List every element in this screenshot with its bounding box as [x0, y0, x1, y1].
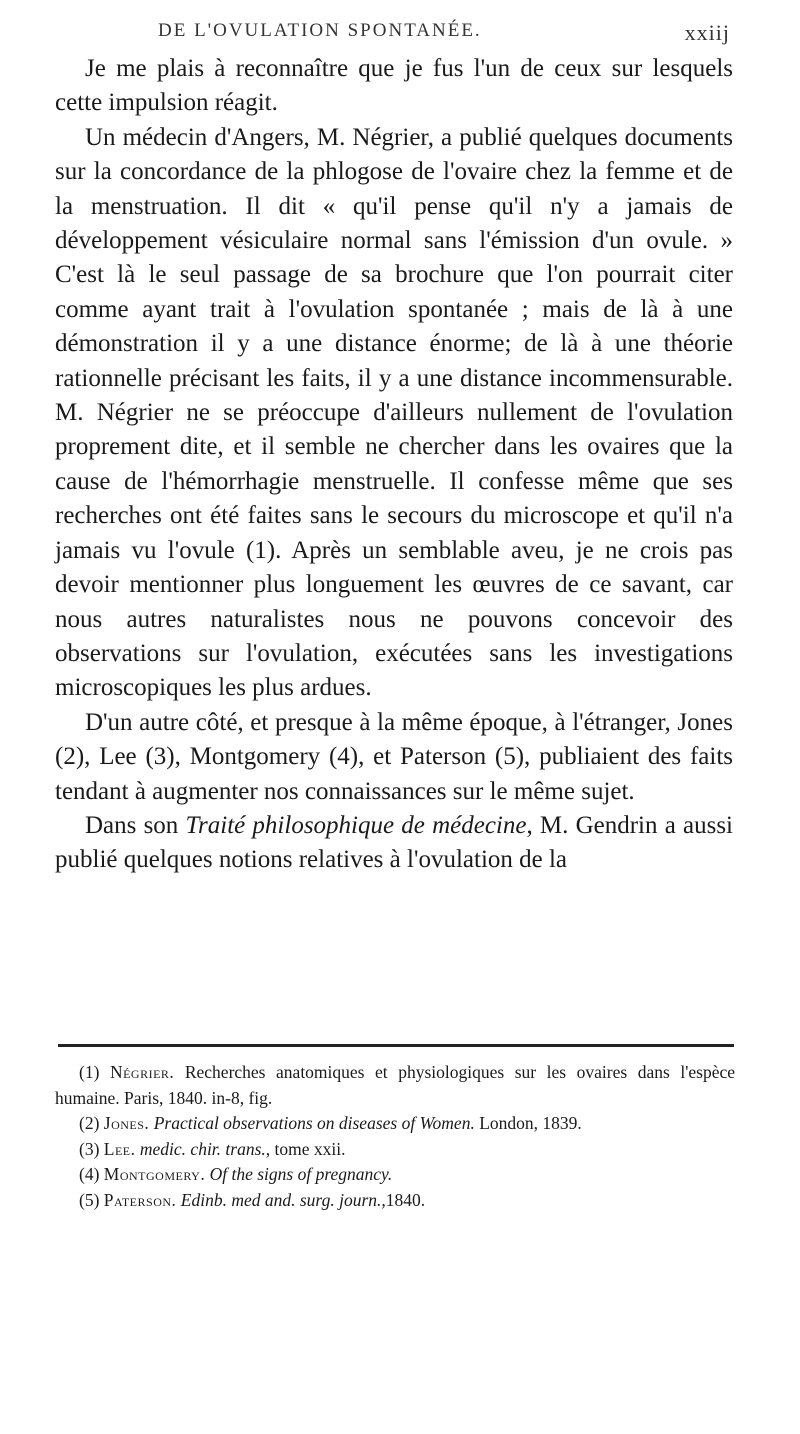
- footnote-number: (4): [79, 1164, 100, 1184]
- paragraph-text: , M. Gendrin a aussi publié quelques notions relatives à l'ovulation de la: [55, 811, 733, 874]
- footnotes: [55, 1060, 735, 1213]
- footnote-text: tome xxii.: [274, 1138, 346, 1159]
- footnote-title: Of the signs of pregnancy.: [209, 1164, 393, 1184]
- paragraph: [55, 809, 733, 878]
- footnote-title: Practical observations on diseases of Women.: [153, 1113, 475, 1133]
- footnote-text: Recherches anatomiques et physiologiques sur les ovaires dans l'espèce humaine. Paris, 1840. in-8, fig.: [55, 1062, 735, 1108]
- page-number: xxiij: [684, 20, 730, 45]
- footnote-author: Négrier.: [109, 1062, 175, 1082]
- body-text: [55, 52, 733, 878]
- footnote-number: (2): [79, 1113, 100, 1133]
- paragraph-text: Dans son: [85, 811, 186, 839]
- paragraph: D'un autre côté, et presque à la même époque, à l'étranger, Jones (2), Lee (3), Montgomery (4), et Paterson (5), publiaient des faits tendant à augmenter nos connaissances sur le même sujet.: [55, 708, 733, 805]
- footnote-title: medic. chir. trans.,: [139, 1138, 271, 1159]
- footnote-number: (5): [79, 1189, 100, 1210]
- running-head: [158, 20, 730, 50]
- footnote-author: Montgomery.: [103, 1164, 206, 1184]
- paragraph: Un médecin d'Angers, M. Négrier, a publié quelques documents sur la concordance de la phlogose de l'ovaire chez la femme et de la menstruation. Il dit « qu'il pense qu'il n'y a jamais de développement vésiculaire normal sans l'émission d'un ovule. » C'est là le seul passage de sa brochure que l'on pourrait citer comme ayant trait à l'ovulation spontanée ; mais de là à une démonstration il y a une distance énorme; de là à une théorie rationnelle précisant les faits, il y a une distance incommensurable. M. Négrier ne se préoccupe d'ailleurs nullement de l'ovulation proprement dite, et il semble ne chercher dans les ovaires que la cause de l'hémorrhagie menstruelle. Il confesse même que ses recherches ont été faites sans le secours du microscope et qu'il n'a jamais vu l'ovule (1). Après un semblable aveu, je ne crois pas devoir mentionner plus longuement les œuvres de ce savant, car nous autres naturalistes nous ne pouvons concevoir des observations sur l'ovulation, exécutées sans les investigations microscopiques les plus ardues.: [55, 123, 733, 702]
- footnote-author: Jones.: [103, 1113, 150, 1133]
- paragraph: Je me plais à reconnaître que je fus l'un de ceux sur lesquels cette impulsion réagit.: [55, 55, 733, 117]
- footnote: [55, 1188, 735, 1214]
- footnote-title: Edinb. med and. surg. journ.,: [180, 1189, 386, 1210]
- footnote: [55, 1137, 735, 1163]
- footnote-number: (1): [79, 1062, 100, 1082]
- footnote-author: Lee.: [103, 1138, 136, 1159]
- footnote: [55, 1162, 735, 1188]
- footnote: [55, 1060, 735, 1111]
- footnote-text: London, 1839.: [479, 1113, 582, 1133]
- book-title: Traité philosophique de médecine: [185, 811, 527, 839]
- footnote-author: Paterson.: [103, 1189, 177, 1210]
- footnote-divider: [58, 1044, 734, 1047]
- footnote-text: 1840.: [385, 1189, 426, 1210]
- footnote-number: (3): [79, 1138, 100, 1159]
- footnote: [55, 1111, 735, 1137]
- running-head-title: DE L'OVULATION SPONTANÉE.: [158, 20, 482, 41]
